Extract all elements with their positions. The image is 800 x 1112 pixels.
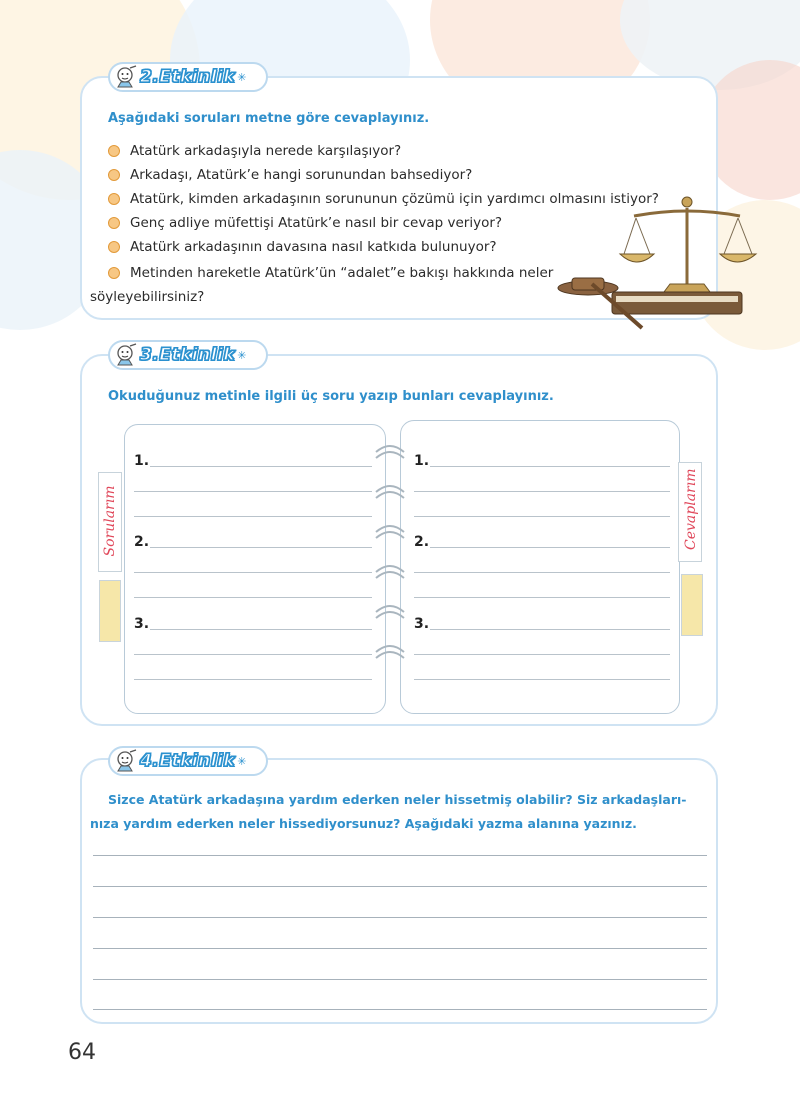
bullet-icon (108, 217, 120, 229)
question-text: Atatürk arkadaşıyla nerede karşılaşıyor? (130, 143, 402, 159)
star-icon: ✳ (237, 754, 247, 768)
question-text: Metinden hareketle Atatürk’ün “adalet”e bakışı hakkında neler (130, 265, 554, 281)
writing-line (150, 629, 372, 630)
writing-line (134, 491, 372, 492)
question-text: Arkadaşı, Atatürk’e hangi sorunundan bahsediyor? (130, 167, 473, 183)
activity-3-title: 3.Etkinlik (140, 345, 236, 365)
scales-of-justice-icon (552, 188, 762, 338)
writing-line (430, 466, 670, 467)
mascot-icon (112, 342, 138, 368)
bullet-icon (108, 169, 120, 181)
activity-4-instruction-line-2: nıza yardım ederken neler hissediyorsunuz? Aşağıdaki yazma alanına yazınız. (90, 816, 637, 831)
writing-line (93, 979, 707, 980)
mascot-icon (112, 748, 138, 774)
question-continuation: söyleyebilirsiniz? (90, 289, 205, 305)
activity-4-badge (108, 746, 268, 776)
activity-2-badge (108, 62, 268, 92)
binder-rings-icon (370, 440, 410, 680)
writing-line (93, 886, 707, 887)
bullet-icon (108, 193, 120, 205)
writing-line (414, 679, 670, 680)
writing-line (134, 516, 372, 517)
writing-line (93, 855, 707, 856)
question-text: Atatürk, kimden arkadaşının sorununun çözümü için yardımcı olmasını istiyor? (130, 191, 659, 207)
writing-line (414, 597, 670, 598)
writing-line (134, 679, 372, 680)
star-icon: ✳ (237, 348, 247, 362)
answer-number-3: 3. (414, 616, 430, 632)
question-text: Atatürk arkadaşının davasına nasıl katkıda bulunuyor? (130, 239, 497, 255)
bullet-icon (108, 241, 120, 253)
question-number-3: 3. (134, 616, 150, 632)
yellow-tab (681, 574, 703, 636)
question-item (108, 143, 401, 159)
questions-tab-label: Sorularım (102, 485, 118, 557)
writing-line (134, 597, 372, 598)
writing-line (93, 917, 707, 918)
writing-line (150, 547, 372, 548)
question-number-1: 1. (134, 453, 150, 469)
page-number: 64 (68, 1040, 96, 1065)
writing-line (414, 491, 670, 492)
writing-line (134, 572, 372, 573)
answers-tab-label: Cevaplarım (683, 468, 699, 550)
writing-line (414, 572, 670, 573)
writing-line (414, 654, 670, 655)
activity-2-title: 2.Etkinlik (140, 67, 236, 87)
star-icon: ✳ (237, 70, 247, 84)
question-item (108, 265, 553, 281)
question-number-2: 2. (134, 534, 150, 550)
writing-line (134, 654, 372, 655)
answer-number-2: 2. (414, 534, 430, 550)
yellow-tab (99, 580, 121, 642)
question-item (108, 215, 502, 231)
writing-line (414, 516, 670, 517)
activity-4-title: 4.Etkinlik (140, 751, 236, 771)
writing-line (93, 1009, 707, 1010)
answer-number-1: 1. (414, 453, 430, 469)
bullet-icon (108, 267, 120, 279)
writing-line (430, 547, 670, 548)
question-text: Genç adliye müfettişi Atatürk’e nasıl bir cevap veriyor? (130, 215, 503, 231)
writing-line (93, 948, 707, 949)
notebook-left-page (124, 424, 386, 714)
notebook-right-page (400, 420, 680, 714)
activity-2-instruction: Aşağıdaki soruları metne göre cevaplayınız. (108, 111, 430, 126)
activity-3-instruction: Okuduğunuz metinle ilgili üç soru yazıp bunları cevaplayınız. (108, 389, 554, 404)
bullet-icon (108, 145, 120, 157)
mascot-icon (112, 64, 138, 90)
writing-line (150, 466, 372, 467)
question-item (108, 167, 472, 183)
writing-line (430, 629, 670, 630)
activity-4-instruction-line-1: Sizce Atatürk arkadaşına yardım ederken neler hissetmiş olabilir? Siz arkadaşları- (108, 792, 687, 807)
question-item (108, 239, 497, 255)
activity-3-badge (108, 340, 268, 370)
